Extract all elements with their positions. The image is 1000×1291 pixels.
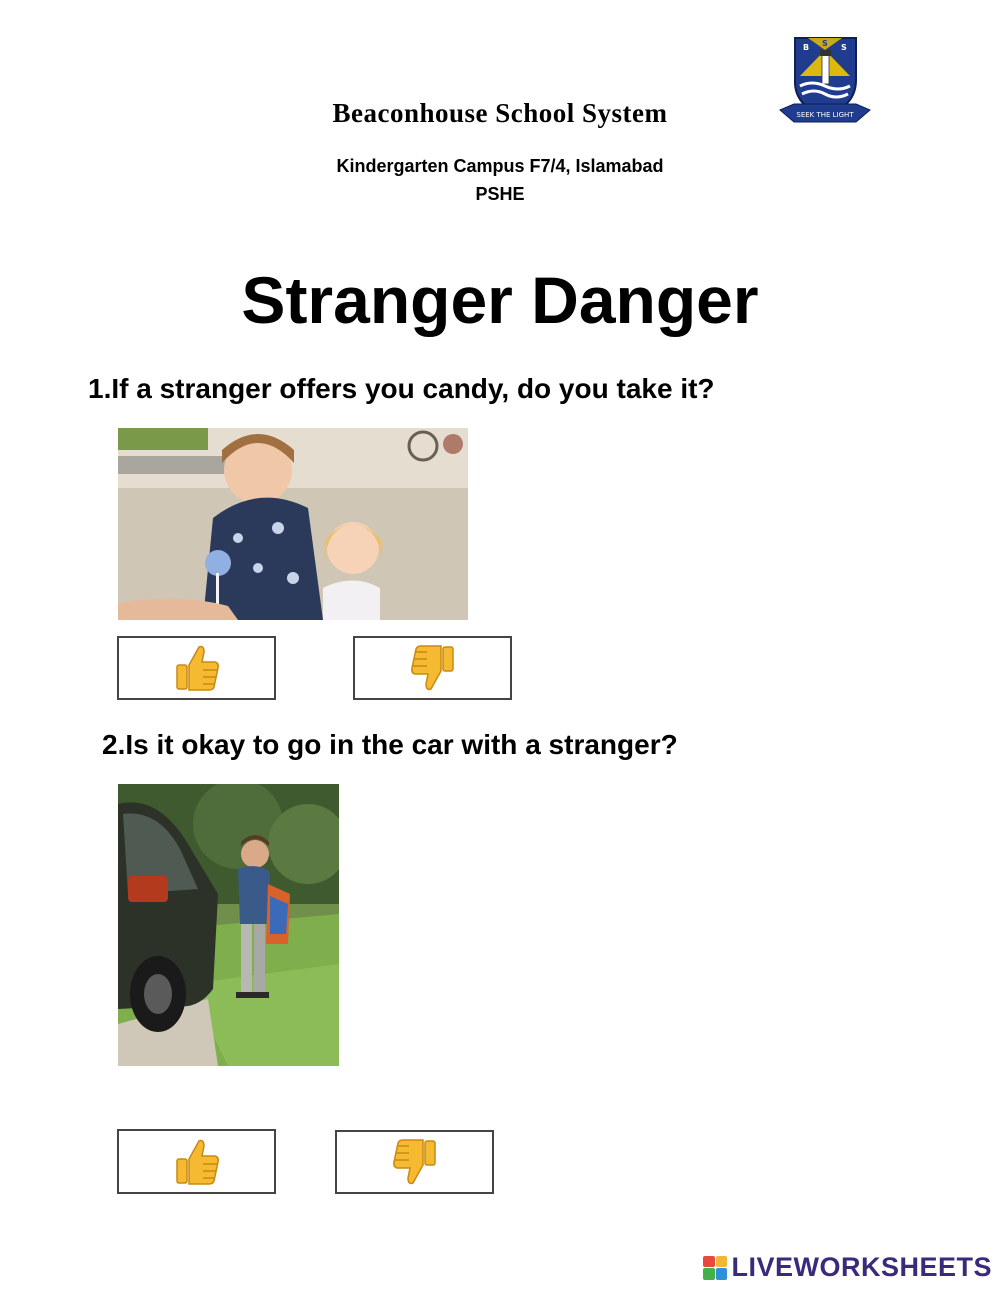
crest-letter-2: S bbox=[822, 39, 828, 48]
q2-thumbs-up-option[interactable] bbox=[117, 1129, 276, 1194]
subject-label: PSHE bbox=[475, 184, 525, 204]
crest-letter-1: B bbox=[803, 43, 810, 52]
q1-thumbs-down-option[interactable] bbox=[353, 636, 512, 700]
car-photo bbox=[118, 784, 339, 1066]
thumbs-down-icon bbox=[409, 643, 457, 693]
question-2 bbox=[102, 729, 678, 761]
thumbs-up-icon bbox=[173, 1137, 221, 1187]
q2-thumbs-down-option[interactable] bbox=[335, 1130, 494, 1194]
candy-photo bbox=[118, 428, 468, 620]
campus-name: Kindergarten Campus F7/4, Islamabad bbox=[336, 156, 664, 176]
question-1 bbox=[88, 373, 715, 405]
liveworksheets-icon bbox=[703, 1256, 727, 1280]
liveworksheets-logo bbox=[703, 1252, 992, 1283]
thumbs-up-icon bbox=[173, 643, 221, 693]
question-2-text: Is it okay to go in the car with a stranger? bbox=[125, 729, 678, 760]
liveworksheets-brand: LIVEWORKSHEETS bbox=[731, 1252, 992, 1282]
q1-thumbs-up-option[interactable] bbox=[117, 636, 276, 700]
thumbs-down-icon bbox=[391, 1137, 439, 1187]
crest-motto: SEEK THE LIGHT bbox=[796, 111, 854, 119]
crest-letter-3: S bbox=[841, 43, 847, 52]
worksheet-title: Stranger Danger bbox=[241, 263, 759, 337]
question-1-number: 1. bbox=[88, 373, 112, 404]
question-2-number: 2. bbox=[102, 729, 126, 760]
question-1-text: If a stranger offers you candy, do you take it? bbox=[111, 373, 715, 404]
school-name: Beaconhouse School System bbox=[332, 98, 668, 128]
